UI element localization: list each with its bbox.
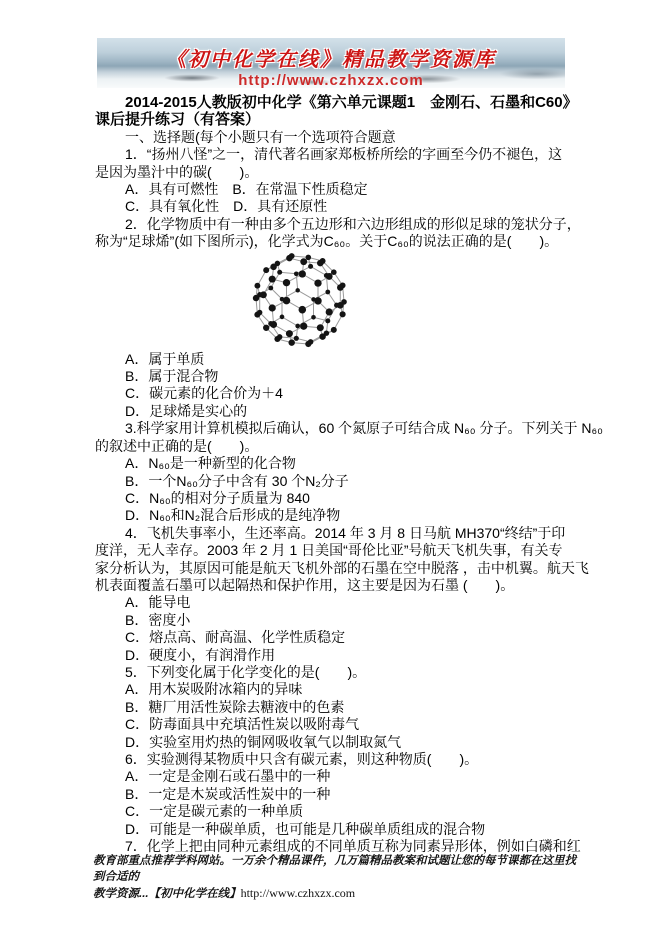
c60-atom — [263, 324, 269, 330]
c60-atom — [268, 304, 275, 311]
c60-bond — [297, 290, 313, 299]
doc-line: 4．飞机失事率小，生还率高。2014 年 3 月 8 日马航 MH370“终结”于印 — [125, 524, 566, 541]
c60-atom — [288, 339, 294, 345]
c60-atom — [268, 275, 275, 282]
c60-atom — [270, 321, 277, 328]
doc-line: 5．下列变化属于化学变化的是( )。 — [125, 663, 367, 680]
banner-site-url-link[interactable]: http://www.czhxzx.com — [238, 72, 424, 89]
c60-molecule-svg — [244, 251, 356, 349]
c60-bond — [310, 266, 326, 275]
doc-line: B．密度小 — [125, 611, 191, 628]
c60-atom — [270, 263, 277, 270]
doc-line: 一、选择题(每个小题只有一个选项符合题意 — [125, 128, 396, 145]
doc-line: D．实验室用灼热的铜网吸收氧气以制取氮气 — [125, 733, 402, 750]
c60-bond — [279, 272, 296, 274]
doc-line: C．熔点高、耐高温、化学性质稳定 — [125, 629, 346, 646]
c60-bond — [282, 317, 298, 326]
c60-atom — [298, 270, 305, 277]
c60-atom — [314, 297, 321, 304]
doc-line: 家分析认为，其原因可能是航天飞机外部的石墨在空中脱落 ，击中机翼。航天飞 — [95, 559, 589, 576]
c60-atom — [298, 306, 306, 314]
doc-line: 3.科学家用计算机模拟后确认，60 个氮原子可结合成 N₆₀ 分子。下列关于 N₆₀ — [125, 420, 603, 437]
doc-title-line1: 2014-2015人教版初中化学《第六单元课题1 金刚石、石墨和C60》 — [125, 94, 578, 111]
doc-line: 的叙述中正确的是( )。 — [95, 437, 259, 454]
doc-line: A．一定是金刚石或石墨中的一种 — [125, 768, 331, 785]
doc-line: 7．化学上把由同种元素组成的不同单质互称为同素异形体，例如白磷和红 — [125, 838, 581, 855]
doc-line: C．碳元素的化合价为＋4 — [125, 385, 283, 402]
c60-atom — [319, 333, 325, 339]
c60-atom — [311, 315, 316, 320]
c60-atom — [274, 336, 280, 342]
c60-atom — [314, 279, 321, 286]
c60-atom — [317, 259, 324, 266]
doc-line: 度洋，无人幸存。2003 年 2 月 1 日美国“哥伦比亚”号航天飞机失事，有关专 — [95, 542, 563, 559]
c60-atom — [285, 330, 292, 337]
c60-atom — [316, 324, 323, 331]
c60-atom — [330, 327, 336, 333]
c60-atom — [308, 264, 313, 269]
doc-title-line2: 课后提升练习（有答案） — [95, 111, 261, 129]
doc-line: A．N₆₀是一种新型的化合物 — [125, 455, 296, 472]
banner-site-title: 《初中化学在线》精品教学资源库 — [166, 49, 496, 71]
doc-line: B．糖厂用活性炭除去糖液中的色素 — [125, 698, 345, 715]
doc-line: 是因为墨汁中的碳( )。 — [95, 163, 259, 180]
doc-line: 1．“扬州八怪”之一，清代著名画家郑板桥所绘的字画至今仍不褪色，这 — [125, 146, 563, 163]
footer-promo-line2-text: 教学资源...【初中化学在线】 — [93, 888, 241, 900]
questions-block-top — [95, 128, 581, 251]
c60-atom — [286, 255, 292, 261]
c60-atom — [277, 269, 282, 274]
doc-line: B．属于混合物 — [125, 368, 219, 385]
c60-atom — [330, 269, 336, 275]
c60-atom — [293, 271, 298, 276]
c60-atom — [325, 289, 330, 294]
doc-line: 机表面覆盖石墨可以起隔热和保护作用，这主要是因为石墨 ( )。 — [95, 576, 515, 593]
c60-atom — [259, 291, 266, 298]
c60-atom — [325, 308, 332, 315]
c60-atom — [279, 314, 284, 319]
c60-atom — [295, 288, 299, 292]
doc-line: D．足球烯是实心的 — [125, 402, 248, 419]
c60-atom — [325, 318, 330, 323]
doc-line: A．用木炭吸附冰箱内的异味 — [125, 681, 303, 698]
c60-atom — [295, 323, 300, 328]
site-banner — [97, 38, 565, 88]
doc-line: A．属于单质 — [125, 350, 205, 367]
c60-atom — [254, 282, 260, 288]
footer-site-url-link[interactable]: http://www.czhxzx.com — [240, 886, 356, 900]
doc-line: B．一定是木炭或活性炭中的一种 — [125, 785, 331, 802]
doc-line: D．硬度小，有润滑作用 — [125, 646, 276, 663]
c60-atom — [336, 302, 343, 309]
doc-line: D．N₆₀和N₂混合后形成的是纯净物 — [125, 507, 341, 524]
c60-atom — [252, 295, 258, 301]
c60-molecule-figure — [95, 251, 504, 351]
c60-atom — [300, 322, 307, 329]
c60-atom — [254, 311, 260, 317]
doc-line: D．可能是一种碳单质，也可能是几种碳单质组成的混合物 — [125, 820, 486, 837]
doc-line: C．一定是碳元素的一种单质 — [125, 803, 304, 820]
c60-atom — [300, 258, 307, 265]
footer-promo-line1: 教育部重点推荐学科网站。一万余个精品课件，几万篇精品教案和试题让您的每节课都在这里找到合适的 — [93, 855, 576, 883]
c60-atom — [337, 284, 344, 291]
doc-line: B．一个N₆₀分子中含有 30 个N₂分子 — [125, 472, 349, 489]
doc-line: A．能导电 — [125, 594, 191, 611]
c60-atom — [282, 279, 289, 286]
document-content — [95, 94, 603, 855]
c60-atom — [305, 254, 311, 260]
c60-atom — [293, 335, 298, 340]
doc-line: C．具有氧化性 D．具有还原性 — [125, 198, 328, 215]
doc-line: C．N₆₀的相对分子质量为 840 — [125, 489, 310, 506]
c60-atom — [282, 296, 290, 304]
footer-promo-line2 — [93, 885, 579, 902]
questions-block-bottom — [95, 350, 603, 856]
doc-line: 6．实验测得某物质中只含有碳元素，则这种物质( )。 — [125, 751, 479, 767]
doc-line: 称为“足球烯”(如下图所示)，化学式为C₆₀。关于C₆₀的说法正确的是( )。 — [95, 233, 559, 250]
c60-atom — [305, 341, 311, 347]
c60-atom — [325, 273, 332, 280]
c60-atom — [268, 285, 273, 290]
doc-line: C．防毒面具中充填活性炭以吸附毒气 — [125, 716, 360, 733]
doc-line: A．具有可燃性 B．在常温下性质稳定 — [125, 181, 368, 198]
c60-atom — [263, 267, 269, 273]
c60-atom — [339, 311, 345, 317]
doc-line: 2．化学物质中有一种由多个五边形和六边形组成的形似足球的笼状分子， — [125, 215, 581, 232]
footer-promo — [93, 853, 579, 902]
